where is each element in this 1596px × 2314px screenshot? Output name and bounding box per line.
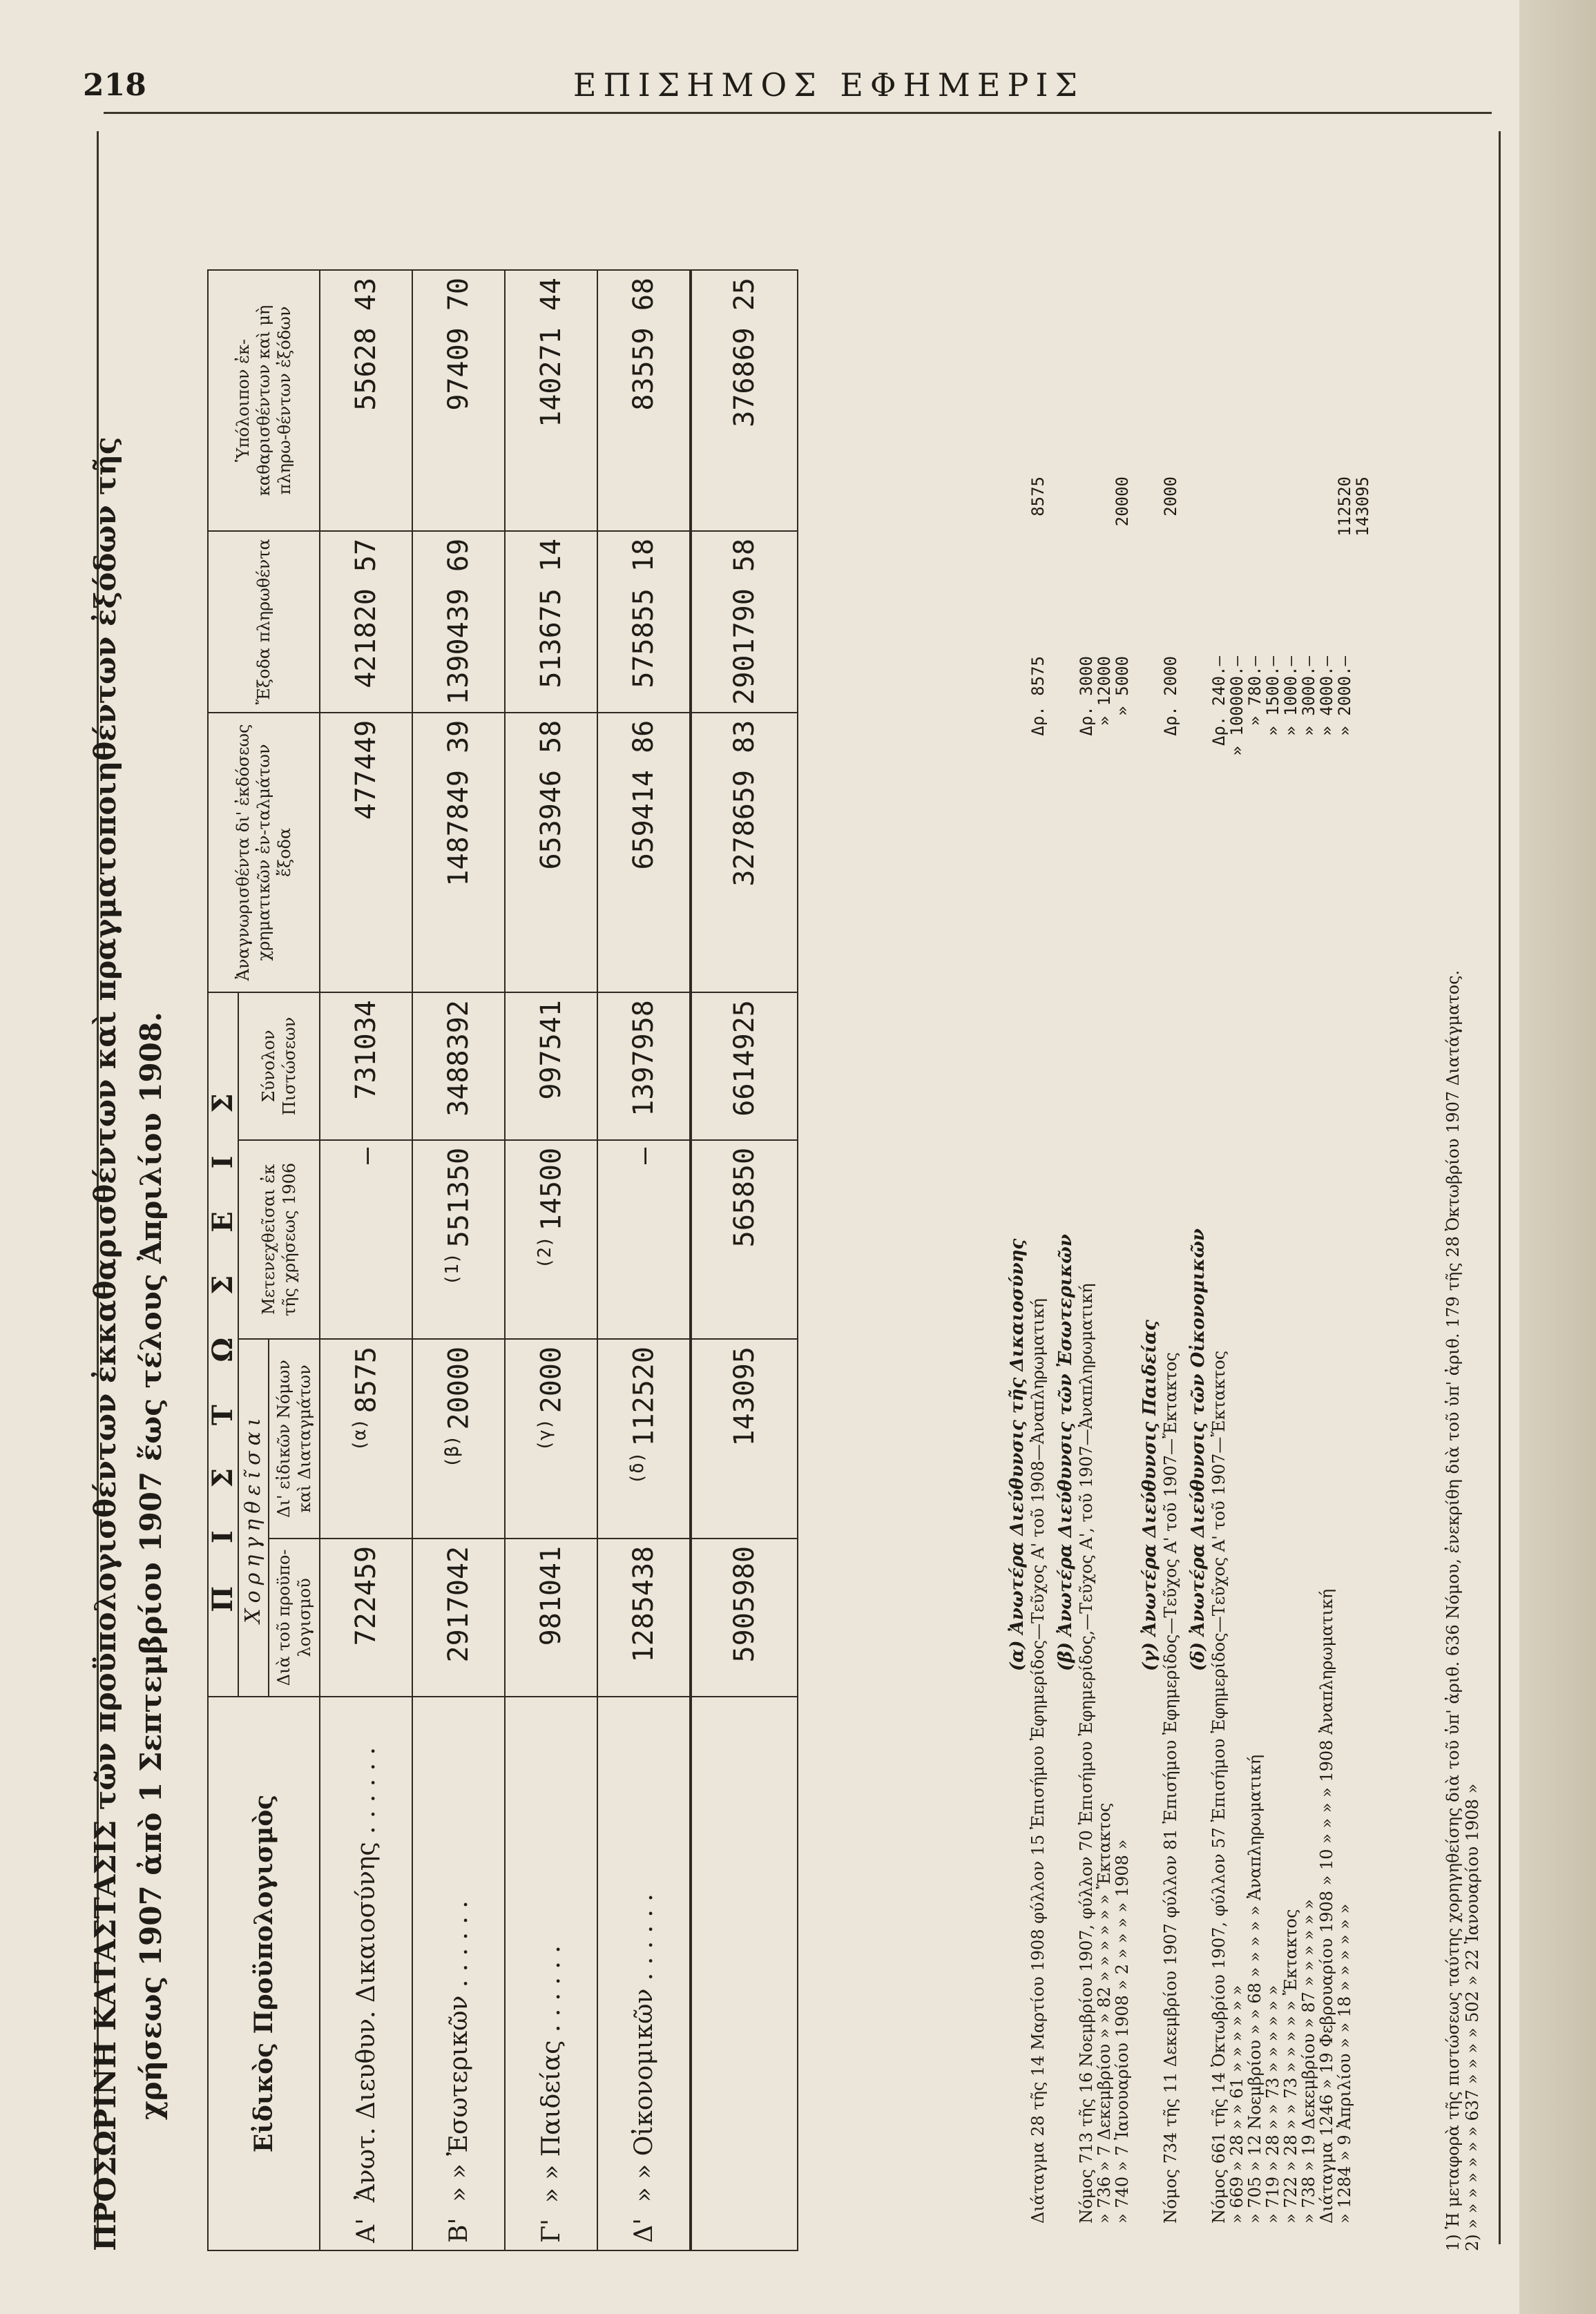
credit-notes xyxy=(1008,325,1381,2224)
cell-special: $^{(\beta)}$20000 xyxy=(412,1339,505,1539)
total-total: 6614925 xyxy=(691,992,798,1140)
table-row xyxy=(320,270,412,2250)
page-edge-shadow xyxy=(1519,0,1596,2314)
note-section-b xyxy=(1057,325,1131,2224)
cell-special: $^{(\alpha)}$8575 xyxy=(320,1339,412,1539)
header-budget: Εἰδικὸς Προϋπολογισμὸς xyxy=(208,1697,320,2250)
note-line: » 1284 » 9 Ἀπριλίου » » 18 » » » » » » » 2000.— 112520 xyxy=(1335,476,1354,2224)
total-special: 143095 xyxy=(691,1339,798,1539)
header-by-special-laws: Δι' εἰδικῶν Νόμων καὶ Διαταγμάτων xyxy=(269,1339,320,1539)
note-section-a xyxy=(1008,325,1047,2224)
cell-budget: 1285438 xyxy=(597,1539,691,1697)
page-number: 218 xyxy=(83,67,146,103)
cell-total: 3488392 xyxy=(412,992,505,1140)
header-transfer: Μετενεχθεῖσαι ἐκ τῆς χρήσεως 1906 xyxy=(238,1140,320,1339)
cell-paid: 575855 18 xyxy=(597,531,691,713)
note-line: » 736 » 7 Δεκεμβρίου » » 82 » » » » » » Ἔκτακτος » 12000 xyxy=(1095,656,1114,2224)
total-paid: 2901790 58 xyxy=(691,531,798,713)
document-title xyxy=(83,436,174,2251)
cell-paid: 1390439 69 xyxy=(412,531,505,713)
total-remaining: 376869 25 xyxy=(691,270,798,531)
footnote-1: 1) Ἡ μεταφορὰ τῆς πιστώσεως ταύτης χορηγηθείσης διὰ τοῦ ὑπ' ἀριθ. 636 Νόμου, ἐνεκρίθη διὰ τοῦ ὑπ' ἀριθ. 179 τῆς 28 Ὀκτωβρίου 1907 Διατάγματος. xyxy=(1443,970,1463,2251)
cell-remaining: 55628 43 xyxy=(320,270,412,531)
row-label: Β' » » Ἐσωτερικῶν . . . . . . xyxy=(412,1697,505,2250)
table-row xyxy=(505,270,597,2250)
cell-total: 997541 xyxy=(505,992,597,1140)
page-header xyxy=(83,61,1464,109)
title-line-2: χρήσεως 1907 ἀπὸ 1 Σεπτεμβρίου 1907 ἕως τέλους Ἀπριλίου 1908. xyxy=(134,1012,168,2120)
totals-label xyxy=(691,1697,798,2250)
header-paid: Ἔξοδα πληρωθέντα xyxy=(208,531,320,713)
table-row xyxy=(412,270,505,2250)
cell-total: 1397958 xyxy=(597,992,691,1140)
note-heading: (β) Ἀνωτέρα Διεύθυνσις τῶν Ἐσωτερικῶν xyxy=(1055,1234,1076,1671)
note-line: Διάταγμα 28 τῆς 14 Μαρτίου 1908 φύλλον 15 Ἐπισήμου Ἐφημερίδος—Τεῦχος Α' τοῦ 1908—Ἀναπληρωματική Δρ. 8575 8575 xyxy=(1028,476,1048,2224)
note-line: » 719 » 28 » » 73 » » » » » » » 1500.— xyxy=(1263,656,1282,2224)
total-cleared: 3278659 83 xyxy=(691,713,798,992)
note-line: Διάταγμα 1246 » 19 Φεβρουαρίου 1908 » 10 » » » » 1908 Ἀναπληρωματική » 4000.— xyxy=(1317,656,1336,2224)
cell-transfer: — xyxy=(597,1140,691,1339)
note-line: » 740 » 7 Ἰανουαρίου 1908 » 2 » » » » 1908 » » 5000 20000 xyxy=(1113,476,1132,2224)
cell-paid: 513675 14 xyxy=(505,531,597,713)
note-line: » 705 » 12 Νοεμβρίου » » 68 » » » » » Ἀναπληρωματική » 780.— xyxy=(1245,656,1265,2224)
row-label: Α' Ἀνωτ. Διευθυν. Δικαιοσύνης . . . . . . xyxy=(320,1697,412,2250)
cell-cleared: 653946 58 xyxy=(505,713,597,992)
total-budget: 5905980 xyxy=(691,1539,798,1697)
cell-paid: 421820 57 xyxy=(320,531,412,713)
header-total: Σύνολον Πιστώσεων xyxy=(238,992,320,1140)
title-line-1: ΠΡΟΣΩΡΙΝΗ ΚΑΤΑΣΤΑΣΙΣ τῶν προϋπολογισθέντων ἐκκαθαρισθέντων καὶ πραγματοποιηθέντων ἐξόδων τῆς xyxy=(88,436,122,2251)
cell-cleared: 477449 xyxy=(320,713,412,992)
note-line: » 669 » 28 » » 61 » » » » » » » 100000.— xyxy=(1227,656,1247,2224)
cell-budget: 722459 xyxy=(320,1539,412,1697)
note-heading: (γ) Ἀνωτέρα Διεύθυνσις Παιδείας xyxy=(1140,1320,1160,1671)
cell-special: $^{(\gamma)}$2000 xyxy=(505,1339,597,1539)
rotated-content xyxy=(55,124,1506,2279)
footnote-2: 2) » » » » » » » 637 » » » » 502 » 22 Ἰανουαρίου 1908 » xyxy=(1463,1783,1482,2251)
cell-cleared: 659414 86 xyxy=(597,713,691,992)
note-line: Νόμος 713 τῆς 16 Νοεμβρίου 1907, φύλλον 70 Ἐπισήμου Ἐφημερίδος,—Τεῦχος Α', τοῦ 1907—Ἀναπληρωματική Δρ. 3000 xyxy=(1077,656,1096,2224)
note-grand-total: 143095 xyxy=(1353,476,1372,537)
cell-transfer: $^{(2)}$14500 xyxy=(505,1140,597,1339)
footnotes xyxy=(1443,249,1482,2251)
cell-special: $^{(\delta)}$112520 xyxy=(597,1339,691,1539)
budget-table xyxy=(207,269,798,2251)
note-line: » 722 » 28 » » 73 » » » » » Ἔκτακτος » 1000.— xyxy=(1281,656,1300,2224)
totals-row xyxy=(691,270,798,2250)
row-label: Γ' » » Παιδείας . . . . . . xyxy=(505,1697,597,2250)
header-remaining: Ὑπόλοιπον ἐκ-καθαρισθέντων καὶ μὴ πληρω-θέντων ἐξόδων xyxy=(208,270,320,531)
note-line: Νόμος 734 τῆς 11 Δεκεμβρίου 1907 φύλλον 81 Ἐπισήμου Ἐφημερίδος—Τεῦχος Α' τοῦ 1907—Ἔκτακτος Δρ. 2000 2000 xyxy=(1161,476,1180,2224)
note-heading: (δ) Ἀνωτέρα Διεύθυνσις τῶν Οἰκονομικῶν xyxy=(1188,1228,1209,1671)
header-cleared: Ἀναγνωρισθέντα δι' ἐκδόσεως χρηματικῶν ἐν-ταλμάτων ἔξοδα xyxy=(208,713,320,992)
cell-budget: 2917042 xyxy=(412,1539,505,1697)
note-section-c xyxy=(1141,325,1180,2224)
cell-transfer: $^{(1)}$551350 xyxy=(412,1140,505,1339)
note-section-d xyxy=(1189,325,1372,2224)
header-by-budget: Διὰ τοῦ προϋπο-λογισμοῦ xyxy=(269,1539,320,1697)
note-heading: (α) Ἀνωτέρα Διεύθυνσις τῆς Δικαιοσύνης xyxy=(1007,1238,1028,1671)
cell-budget: 981041 xyxy=(505,1539,597,1697)
header-supplied: Χορηγηθεῖσαι xyxy=(238,1339,269,1697)
note-line: » 738 » 19 Δεκεμβρίου » 87 » » » » » » » 3000.— xyxy=(1299,656,1318,2224)
header-rule xyxy=(104,112,1492,114)
cell-remaining: 140271 44 xyxy=(505,270,597,531)
header-credits: Π Ι Σ Τ Ω Σ Ε Ι Σ xyxy=(208,992,238,1697)
cell-cleared: 1487849 39 xyxy=(412,713,505,992)
cell-transfer: — xyxy=(320,1140,412,1339)
note-line: Νόμος 661 τῆς 14 Ὀκτωβρίου 1907, φύλλον 57 Ἐπισήμου Ἐφημερίδος—Τεῦχος Α' τοῦ 1907—Ἔκτακτος Δρ. 240.— xyxy=(1209,656,1229,2224)
total-transfer: 565850 xyxy=(691,1140,798,1339)
cell-remaining: 97409 70 xyxy=(412,270,505,531)
cell-total: 731034 xyxy=(320,992,412,1140)
table-row xyxy=(597,270,691,2250)
row-label: Δ' » » Οἰκονομικῶν . . . . . . xyxy=(597,1697,691,2250)
cell-remaining: 83559 68 xyxy=(597,270,691,531)
journal-title: ΕΠΙΣΗΜΟΣ ΕΦΗΜΕΡΙΣ xyxy=(573,66,1085,104)
